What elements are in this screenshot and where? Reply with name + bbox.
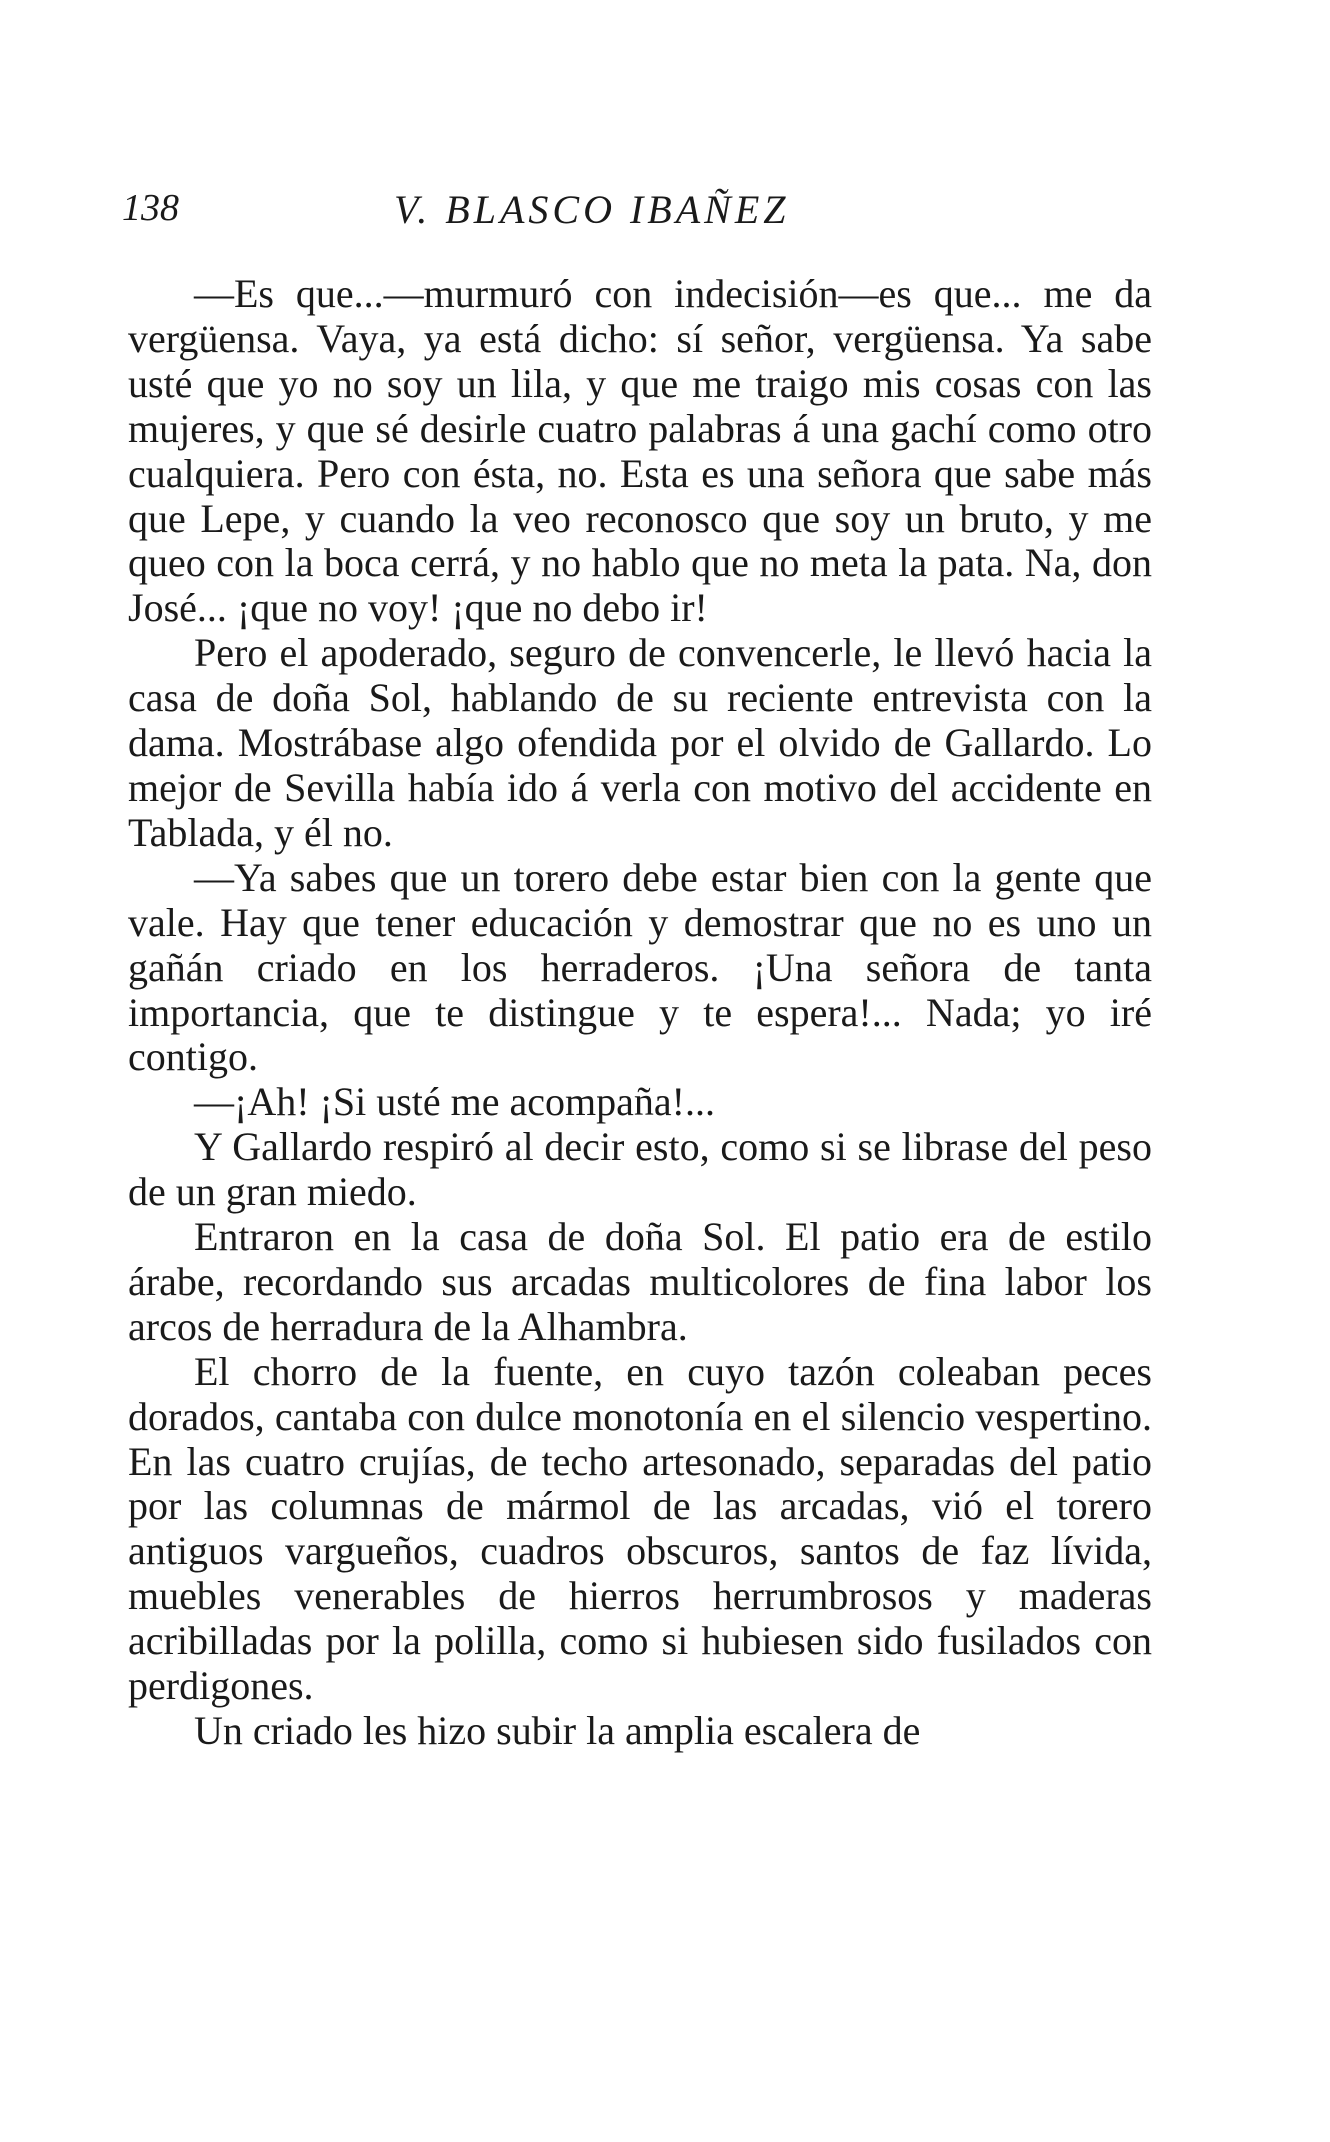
paragraph-3: —Ya sabes que un torero debe estar bien con la gente que vale. Hay que tener educación y demostrar que no es uno un gañán criado en los herraderos. ¡Una señora de tanta importancia, que te distingue y te espera!... Nada; yo iré contigo. bbox=[128, 854, 1152, 1080]
paragraph-2: Pero el apoderado, seguro de convencerle, le llevó hacia la casa de doña Sol, hablando de su reciente entrevista con la dama. Mostrábase algo ofendida por el olvido de Gallardo. Lo mejor de Sevilla había ido á verla con motivo del accidente en Tablada, y él no. bbox=[128, 630, 1152, 855]
paragraph-7: El chorro de la fuente, en cuyo tazón coleaban peces dorados, cantaba con dulce monotonía en el silencio vespertino. En las cuatro crujías, de techo artesonado, separadas del patio por las columnas de mármol de las arcadas, vió el torero antiguos vargueños, cuadros obscuros, santos de faz lívida, muebles venerables de hierros herrumbrosos y maderas acribilladas por la polilla, como si hubiesen sido fusilados con perdigones. bbox=[128, 1348, 1152, 1709]
page-number: 138 bbox=[122, 187, 179, 229]
paragraph-6: Entraron en la casa de doña Sol. El patio era de estilo árabe, recordando sus arcadas multicolores de fina labor los arcos de herradura de la Alhambra. bbox=[128, 1214, 1152, 1349]
paragraph-5: Y Gallardo respiró al decir esto, como si se librase del peso de un gran miedo. bbox=[128, 1124, 1152, 1215]
paragraph-1: —Es que...—murmuró con indecisión—es que... me da vergüensa. Vaya, ya está dicho: sí señor, vergüensa. Ya sabe usté que yo no soy un lila, y que me traigo mis cosas con las mujeres, y que sé desirle cuatro palabras á una gachí como otro cualquiera. Pero con ésta, no. Esta es una señora que sabe más que Lepe, y cuando la veo reconosco que soy un bruto, y me queo con la boca cerrá, y no hablo que no meta la pata. Na, don José... ¡que no voy! ¡que no debo ir! bbox=[128, 271, 1152, 631]
running-head: V. BLASCO IBAÑEZ bbox=[394, 187, 790, 232]
body-text bbox=[128, 272, 1152, 1754]
paragraph-4: —¡Ah! ¡Si usté me acompaña!... bbox=[194, 1079, 715, 1125]
page-header bbox=[122, 186, 1152, 242]
paragraph-8: Un criado les hizo subir la amplia escalera de bbox=[194, 1708, 921, 1753]
